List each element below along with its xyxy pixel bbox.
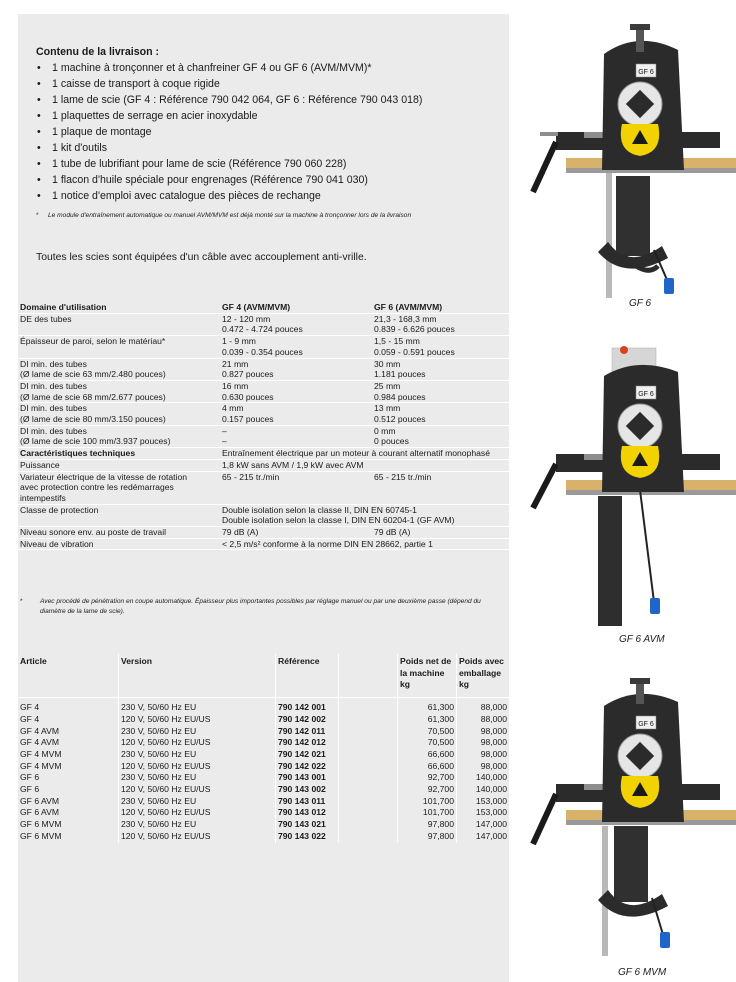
cell-gross-weight: 140,000 bbox=[457, 784, 510, 796]
cell-reference: 790 142 011 bbox=[276, 726, 339, 738]
specs-value-gf4: 1 - 9 mm 0.039 - 0.354 pouces bbox=[220, 336, 372, 358]
cell-article: GF 4 MVM bbox=[20, 748, 62, 759]
cell-version: 120 V, 50/60 Hz EU/US bbox=[119, 784, 276, 796]
cell-article: GF 4 bbox=[20, 713, 40, 724]
cell-gross-weight: 140,000 bbox=[457, 772, 510, 784]
specs-value-gf6: 13 mm 0.512 pouces bbox=[372, 403, 509, 425]
cell-net-weight: 101,700 bbox=[398, 796, 457, 808]
cell-version: 120 V, 50/60 Hz EU/US bbox=[119, 761, 276, 773]
cell-article: GF 4 MVM bbox=[20, 760, 62, 771]
specs-value-gf6: 0 mm 0 pouces bbox=[372, 425, 509, 447]
specs-value: 1,8 kW sans AVM / 1,9 kW avec AVM bbox=[220, 459, 509, 471]
cell-net-weight: 92,700 bbox=[398, 784, 457, 796]
cell-gross-weight: 98,000 bbox=[457, 761, 510, 773]
cell-reference: 790 143 001 bbox=[276, 772, 339, 784]
cell-gross-weight: 153,000 bbox=[457, 796, 510, 808]
specs-label: DI min. des tubes (Ø lame de scie 100 mm/3.937 pouces) bbox=[18, 425, 220, 447]
cell-article: GF 6 MVM bbox=[20, 819, 62, 830]
cutting-machine-illustration bbox=[528, 676, 736, 960]
cell-empty bbox=[339, 714, 398, 726]
cell-reference: 790 143 011 bbox=[276, 796, 339, 808]
table-row bbox=[18, 698, 509, 714]
cell-version: 120 V, 50/60 Hz EU/US bbox=[119, 714, 276, 726]
table-row bbox=[18, 737, 509, 749]
specs-label: DI min. des tubes (Ø lame de scie 68 mm/2.677 pouces) bbox=[18, 380, 220, 402]
table-row bbox=[18, 358, 509, 380]
cell-reference: 790 142 001 bbox=[276, 698, 339, 714]
photo-caption-gf6-mvm: GF 6 MVM bbox=[618, 967, 667, 978]
footnote-star: * bbox=[36, 212, 39, 219]
cell-gross-weight: 98,000 bbox=[457, 726, 510, 738]
delivery-footnote bbox=[36, 212, 506, 219]
table-row bbox=[18, 796, 509, 808]
specs-label: Variateur électrique de la vitesse de rotation avec protection contre les redémarrages intempestifs bbox=[18, 471, 220, 504]
delivery-contents bbox=[36, 44, 504, 204]
specs-label: Caractéristiques techniques bbox=[18, 448, 220, 460]
list-item: • 1 machine à tronçonner et à chanfreiner GF 4 ou GF 6 (AVM/MVM)* bbox=[36, 60, 504, 76]
cell-reference: 790 143 012 bbox=[276, 807, 339, 819]
cell-version: 230 V, 50/60 Hz EU bbox=[119, 819, 276, 831]
cell-net-weight: 97,800 bbox=[398, 819, 457, 831]
cell-version: 230 V, 50/60 Hz EU bbox=[119, 726, 276, 738]
specs-footnote bbox=[20, 597, 490, 616]
table-row bbox=[18, 425, 509, 447]
footnote-text: Le module d'entraînement automatique ou manuel AVM/MVM est déjà monté sur la machine à tronçonner lors de la livraison bbox=[48, 212, 412, 219]
list-item: • 1 plaquettes de serrage en acier inoxydable bbox=[36, 108, 504, 124]
specs-value: 79 dB (A) bbox=[372, 527, 509, 539]
machine-plate-text: GF 6 bbox=[638, 69, 654, 76]
machine-plate-text: GF 6 bbox=[638, 721, 654, 728]
table-row bbox=[18, 302, 509, 313]
cell-article: GF 4 bbox=[20, 702, 40, 713]
specs-label: DI min. des tubes (Ø lame de scie 63 mm/2.480 pouces) bbox=[18, 358, 220, 380]
table-row bbox=[18, 313, 509, 335]
table-row bbox=[18, 471, 509, 504]
photo-caption-gf6: GF 6 bbox=[629, 298, 652, 309]
cutting-machine-illustration bbox=[528, 20, 736, 298]
specs-label: DI min. des tubes (Ø lame de scie 80 mm/3.150 pouces) bbox=[18, 403, 220, 425]
table-row bbox=[18, 749, 509, 761]
cable-note: Toutes les scies sont équipées d'un câble avec accouplement anti-vrille. bbox=[36, 252, 367, 263]
cell-article: GF 6 bbox=[20, 784, 40, 795]
cell-empty bbox=[339, 749, 398, 761]
cell-empty bbox=[339, 819, 398, 831]
list-item: • 1 caisse de transport à coque rigide bbox=[36, 76, 504, 92]
table-row bbox=[18, 831, 509, 843]
table-row bbox=[18, 714, 509, 726]
cell-reference: 790 142 021 bbox=[276, 749, 339, 761]
cell-reference: 790 143 002 bbox=[276, 784, 339, 796]
list-item: • 1 tube de lubrifiant pour lame de scie (Référence 790 060 228) bbox=[36, 156, 504, 172]
list-item: • 1 flacon d'huile spéciale pour engrenages (Référence 790 041 030) bbox=[36, 172, 504, 188]
cell-empty bbox=[339, 698, 398, 714]
column-header-gross-weight: Poids avec emballage kg bbox=[457, 654, 510, 698]
specs-value-gf6: 30 mm 1.181 pouces bbox=[372, 358, 509, 380]
specs-value-gf6: 21,3 - 168,3 mm 0.839 - 6.626 pouces bbox=[372, 313, 509, 335]
table-row bbox=[18, 459, 509, 471]
cell-version: 230 V, 50/60 Hz EU bbox=[119, 698, 276, 714]
specs-value-gf6: 25 mm 0.984 pouces bbox=[372, 380, 509, 402]
table-row bbox=[18, 726, 509, 738]
cell-net-weight: 70,500 bbox=[398, 737, 457, 749]
cell-gross-weight: 98,000 bbox=[457, 737, 510, 749]
table-row bbox=[18, 784, 509, 796]
delivery-title: Contenu de la livraison : bbox=[36, 46, 160, 58]
cell-net-weight: 61,300 bbox=[398, 698, 457, 714]
cell-empty bbox=[339, 807, 398, 819]
column-header-empty bbox=[339, 654, 398, 698]
cell-version: 230 V, 50/60 Hz EU bbox=[119, 796, 276, 808]
cell-gross-weight: 147,000 bbox=[457, 831, 510, 843]
cell-net-weight: 92,700 bbox=[398, 772, 457, 784]
table-row bbox=[18, 448, 509, 460]
cell-version: 120 V, 50/60 Hz EU/US bbox=[119, 807, 276, 819]
footnote-text: Avec procédé de pénétration en coupe automatique. Épaisseur plus importantes possibles par réglage manuel ou par une deuxième passe (dépend du diamètre de la lame de scie). bbox=[40, 598, 481, 615]
specs-value: 79 dB (A) bbox=[220, 527, 372, 539]
specs-value-gf4: 21 mm 0.827 pouces bbox=[220, 358, 372, 380]
specs-value-gf4: 12 - 120 mm 0.472 - 4.724 pouces bbox=[220, 313, 372, 335]
cell-empty bbox=[339, 796, 398, 808]
column-header-article: Article bbox=[18, 654, 119, 698]
table-row bbox=[18, 772, 509, 784]
list-item: • 1 notice d'emploi avec catalogue des pièces de rechange bbox=[36, 188, 504, 204]
cell-version: 230 V, 50/60 Hz EU bbox=[119, 772, 276, 784]
delivery-list bbox=[36, 60, 504, 204]
specs-value-gf4: 16 mm 0.630 pouces bbox=[220, 380, 372, 402]
table-row bbox=[18, 807, 509, 819]
cell-gross-weight: 88,000 bbox=[457, 714, 510, 726]
cell-empty bbox=[339, 726, 398, 738]
cutting-machine-illustration bbox=[528, 340, 736, 632]
specs-label: Niveau sonore env. au poste de travail bbox=[18, 527, 220, 539]
specs-value: 65 - 215 tr./min bbox=[372, 471, 509, 504]
table-row bbox=[18, 380, 509, 402]
cell-article: GF 6 AVM bbox=[20, 795, 59, 806]
footnote-star: * bbox=[20, 598, 23, 605]
cell-net-weight: 97,800 bbox=[398, 831, 457, 843]
cell-net-weight: 101,700 bbox=[398, 807, 457, 819]
cell-article: GF 4 AVM bbox=[20, 737, 59, 748]
cell-article: GF 6 AVM bbox=[20, 807, 59, 818]
table-row bbox=[18, 538, 509, 550]
specs-value-gf4: – – bbox=[220, 425, 372, 447]
cell-reference: 790 142 002 bbox=[276, 714, 339, 726]
list-item: • 1 plaque de montage bbox=[36, 124, 504, 140]
cell-empty bbox=[339, 831, 398, 843]
cell-gross-weight: 98,000 bbox=[457, 749, 510, 761]
cell-article: GF 6 bbox=[20, 772, 40, 783]
cell-article: GF 4 AVM bbox=[20, 725, 59, 736]
specs-value: Entraînement électrique par un moteur à courant alternatif monophasé bbox=[220, 448, 509, 460]
cell-net-weight: 66,600 bbox=[398, 761, 457, 773]
specs-label: DE des tubes bbox=[18, 313, 220, 335]
specs-header-gf6: GF 6 (AVM/MVM) bbox=[372, 302, 509, 313]
specs-value: Double isolation selon la classe II, DIN EN 60745-1 Double isolation selon la classe I, DIN EN 60204-1 (GF AVM) bbox=[220, 504, 509, 526]
specs-header-gf4: GF 4 (AVM/MVM) bbox=[220, 302, 372, 313]
cell-gross-weight: 147,000 bbox=[457, 819, 510, 831]
table-row bbox=[18, 336, 509, 358]
table-header-row bbox=[18, 654, 509, 698]
specs-value-gf4: 4 mm 0.157 pouces bbox=[220, 403, 372, 425]
article-table bbox=[18, 654, 509, 843]
column-header-net-weight: Poids net de la machine kg bbox=[398, 654, 457, 698]
cell-empty bbox=[339, 772, 398, 784]
cell-net-weight: 61,300 bbox=[398, 714, 457, 726]
table-row bbox=[18, 527, 509, 539]
cell-reference: 790 143 021 bbox=[276, 819, 339, 831]
table-row bbox=[18, 504, 509, 526]
specs-value-gf6: 1,5 - 15 mm 0.059 - 0.591 pouces bbox=[372, 336, 509, 358]
photo-caption-gf6-avm: GF 6 AVM bbox=[619, 634, 665, 645]
specs-label: Classe de protection bbox=[18, 504, 220, 526]
table-row bbox=[18, 403, 509, 425]
cell-empty bbox=[339, 737, 398, 749]
machine-photo-gf6 bbox=[528, 20, 736, 303]
machine-photo-gf6-mvm bbox=[528, 676, 736, 965]
cell-reference: 790 142 012 bbox=[276, 737, 339, 749]
specs-header-domain: Domaine d'utilisation bbox=[18, 302, 220, 313]
cell-reference: 790 142 022 bbox=[276, 761, 339, 773]
table-row bbox=[18, 819, 509, 831]
cell-reference: 790 143 022 bbox=[276, 831, 339, 843]
specs-value: < 2,5 m/s² conforme à la norme DIN EN 28662, partie 1 bbox=[220, 538, 509, 550]
cell-net-weight: 70,500 bbox=[398, 726, 457, 738]
cell-empty bbox=[339, 761, 398, 773]
cell-gross-weight: 153,000 bbox=[457, 807, 510, 819]
column-header-version: Version bbox=[119, 654, 276, 698]
cell-version: 120 V, 50/60 Hz EU/US bbox=[119, 737, 276, 749]
cell-version: 230 V, 50/60 Hz EU bbox=[119, 749, 276, 761]
specs-label: Puissance bbox=[18, 459, 220, 471]
cell-gross-weight: 88,000 bbox=[457, 698, 510, 714]
specs-table bbox=[18, 302, 509, 550]
list-item: • 1 kit d'outils bbox=[36, 140, 504, 156]
specs-label: Épaisseur de paroi, selon le matériau* bbox=[18, 336, 220, 358]
machine-photo-gf6-avm bbox=[528, 340, 736, 637]
cell-net-weight: 66,600 bbox=[398, 749, 457, 761]
list-item: • 1 lame de scie (GF 4 : Référence 790 042 064, GF 6 : Référence 790 043 018) bbox=[36, 92, 504, 108]
cell-version: 120 V, 50/60 Hz EU/US bbox=[119, 831, 276, 843]
specs-value: 65 - 215 tr./min bbox=[220, 471, 372, 504]
cell-empty bbox=[339, 784, 398, 796]
specs-label: Niveau de vibration bbox=[18, 538, 220, 550]
column-header-reference: Référence bbox=[276, 654, 339, 698]
cell-article: GF 6 MVM bbox=[20, 830, 62, 841]
table-row bbox=[18, 761, 509, 773]
machine-plate-text: GF 6 bbox=[638, 391, 654, 398]
